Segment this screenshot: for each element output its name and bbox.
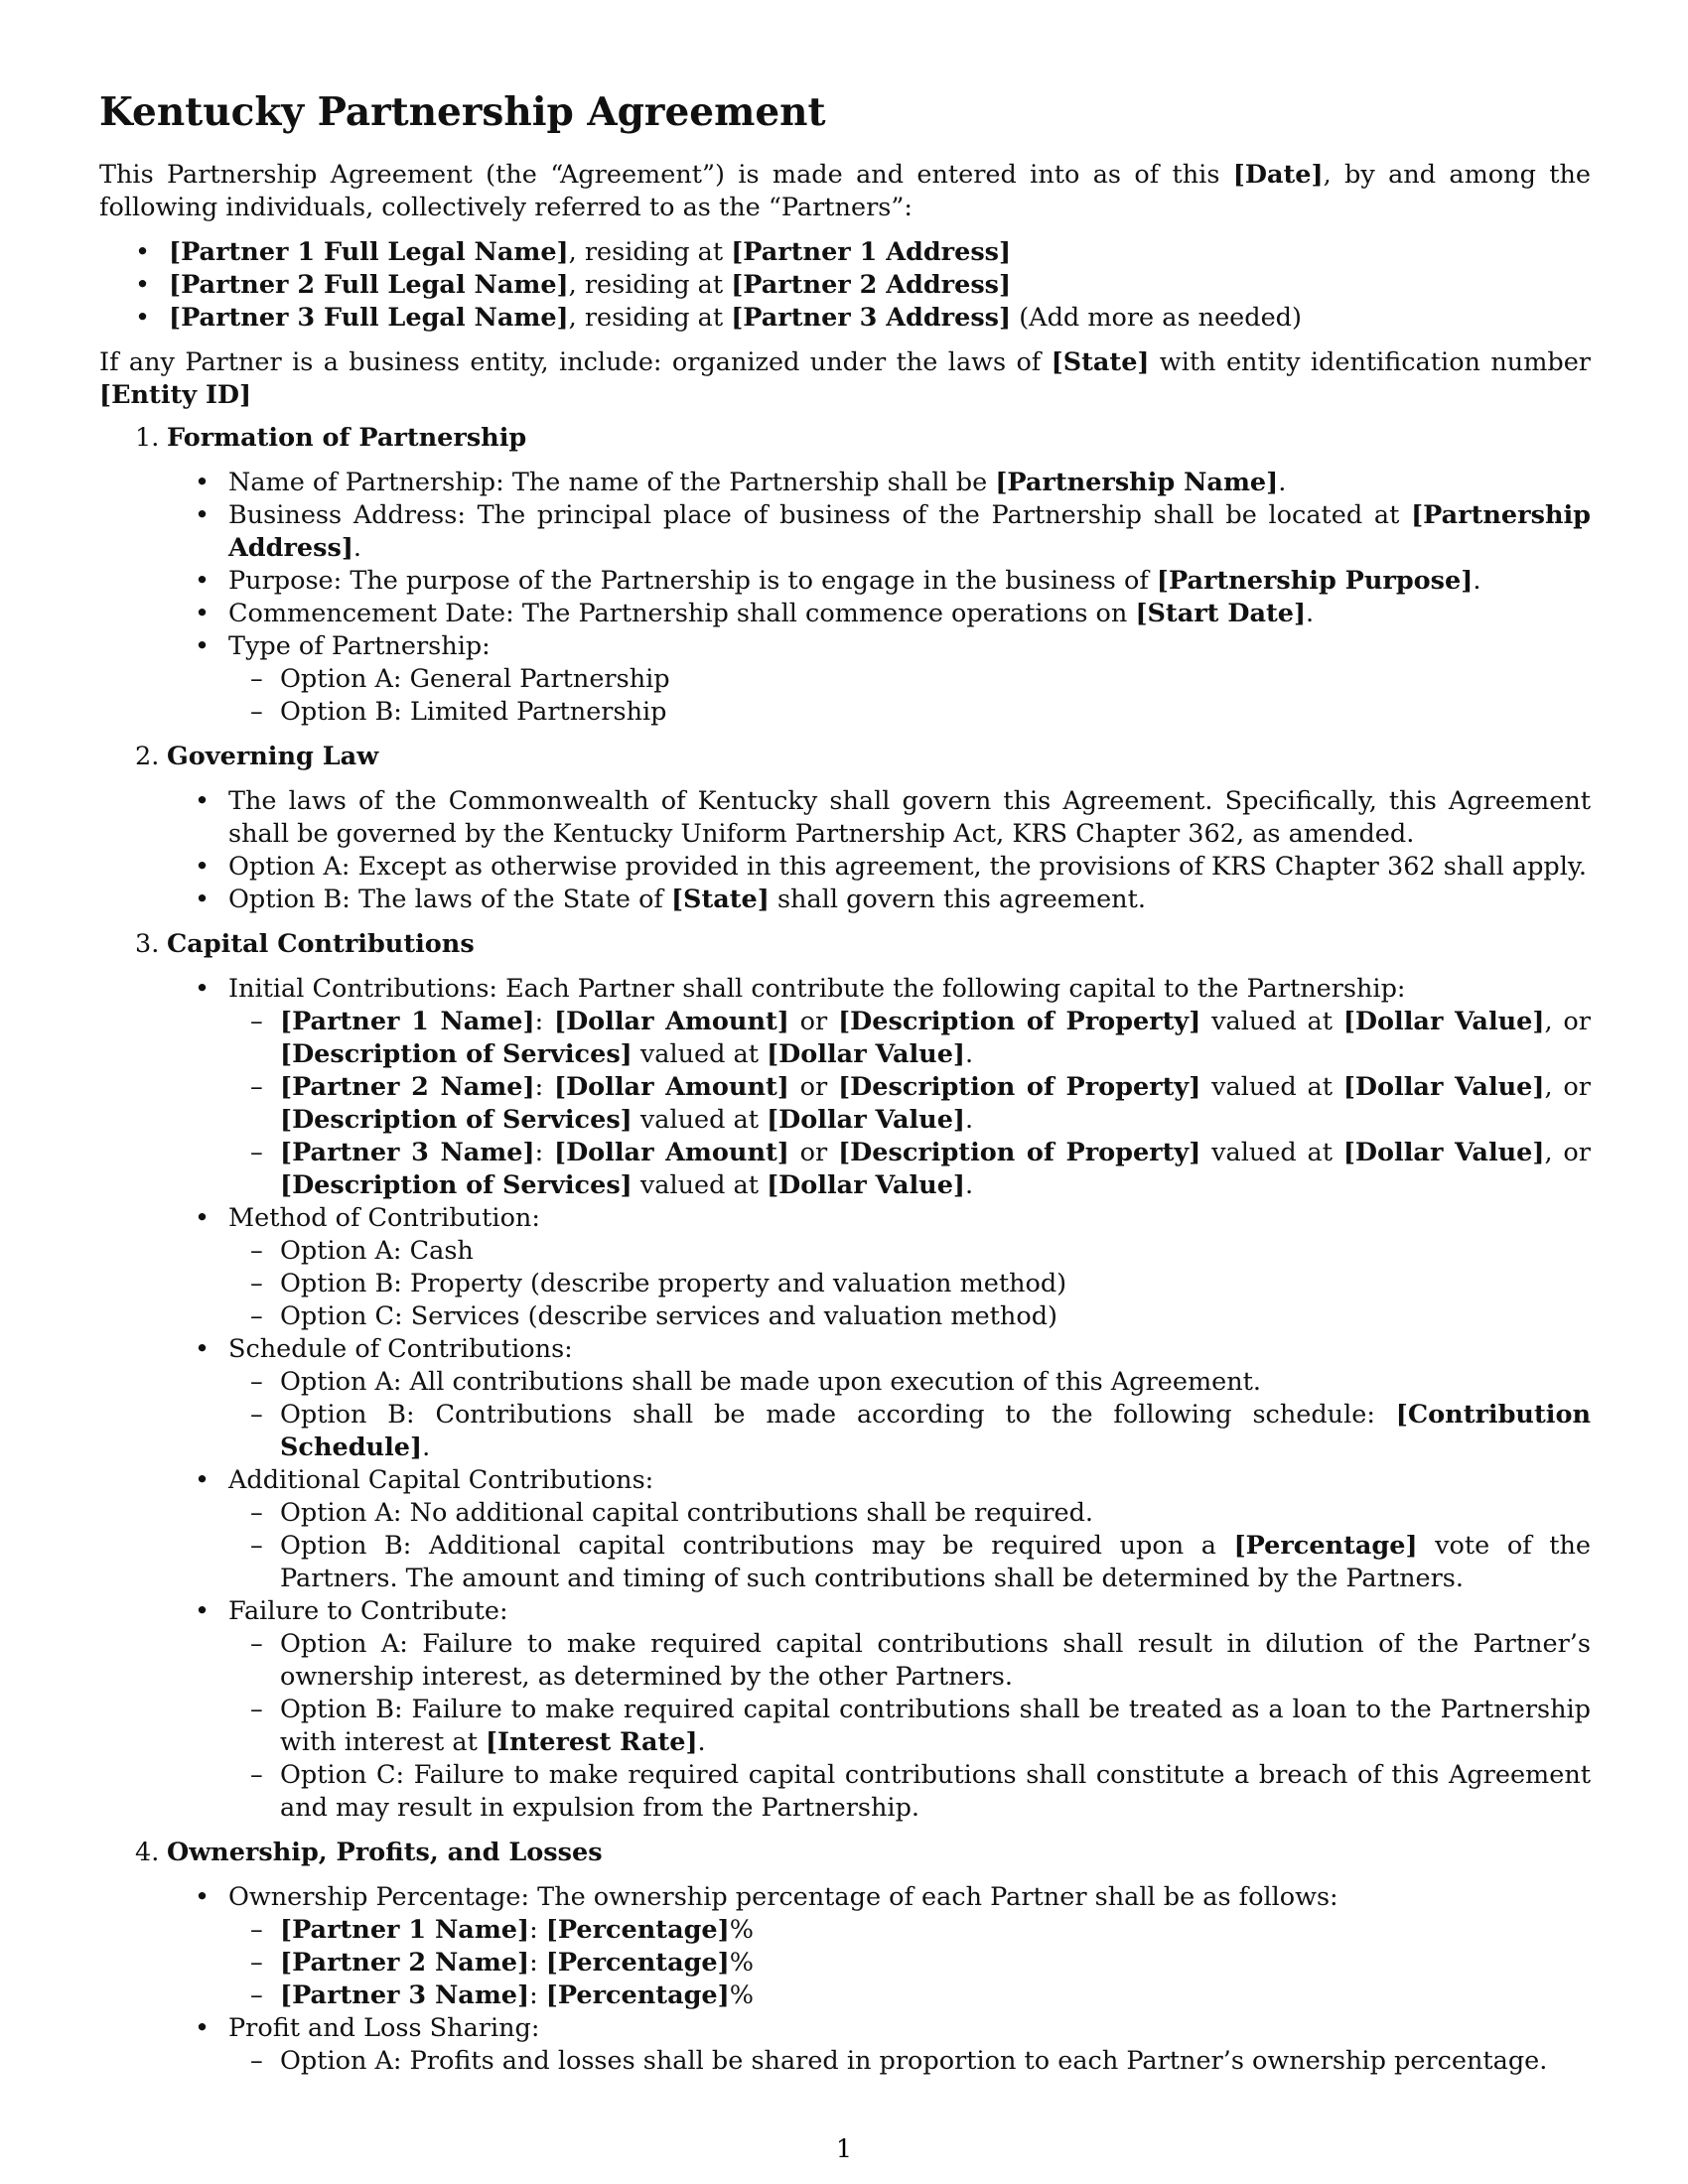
placeholder-field: [Contribution Schedule]	[280, 1400, 1591, 1462]
section-title: Ownership, Profits, and Losses	[167, 1838, 603, 1867]
text-run: Option B: Failure to make required capital contributions shall be treated as a loan to the Partnership with interest at	[280, 1695, 1591, 1757]
placeholder-field: [Partner 3 Name]	[280, 1980, 530, 2010]
text-run: Profit and Loss Sharing:	[228, 2013, 540, 2043]
placeholder-field: [Dollar Value]	[767, 1105, 965, 1135]
text-run: or	[788, 1072, 839, 1102]
clause-item	[195, 851, 1591, 884]
bullet-icon: •	[195, 2013, 211, 2043]
clause-text	[228, 1203, 540, 1233]
clause-text	[228, 631, 491, 661]
placeholder-field: [Description of Property]	[838, 1007, 1201, 1036]
bullet-icon: •	[135, 237, 151, 267]
option-list	[228, 1235, 1591, 1333]
text-run: Option A: No additional capital contributions shall be required.	[280, 1498, 1094, 1528]
text-run: Option B: Contributions shall be made according to the following schedule:	[280, 1400, 1396, 1430]
option-item	[228, 1947, 1591, 1979]
option-item	[228, 1137, 1591, 1202]
page-number: 1	[835, 2134, 853, 2164]
placeholder-field: [Entity ID]	[99, 380, 252, 410]
bullet-icon: •	[195, 1882, 211, 1912]
placeholder-field: [Dollar Amount]	[554, 1007, 789, 1036]
section-number: 1.	[135, 423, 160, 453]
placeholder-field: [Partnership Address]	[228, 500, 1591, 563]
bullet-icon: •	[195, 852, 211, 882]
text-run: valued at	[1200, 1007, 1343, 1036]
dash-icon: –	[250, 1980, 263, 2010]
text-run: , by and among the following individuals, collectively referred to as the “Partners”:	[99, 160, 1592, 222]
placeholder-field: [Description of Services]	[280, 1105, 633, 1135]
placeholder-field: [Date]	[1232, 160, 1324, 190]
text-run: Option A: Cash	[280, 1236, 474, 1266]
clause-item	[195, 1464, 1591, 1595]
dash-icon: –	[250, 1269, 263, 1298]
partner-item	[135, 302, 1591, 335]
placeholder-field: [Description of Services]	[280, 1170, 633, 1200]
text-run: with entity identification number	[1149, 347, 1591, 377]
text-run: , or	[1544, 1007, 1591, 1036]
placeholder-field: [Partner 3 Full Legal Name]	[169, 303, 569, 333]
text-run: .	[352, 533, 361, 563]
dash-icon: –	[250, 1400, 263, 1430]
clause-item	[195, 499, 1591, 565]
text-run: Option A: Except as otherwise provided in this agreement, the provisions of KRS Chapter 362 shall apply.	[228, 852, 1588, 882]
clause-item	[195, 2012, 1591, 2078]
text-run: , residing at	[568, 237, 732, 267]
placeholder-field: [Partner 2 Name]	[280, 1072, 535, 1102]
clause-list	[99, 467, 1591, 729]
dash-icon: –	[250, 1498, 263, 1528]
text-run: or	[788, 1007, 839, 1036]
text-run: This Partnership Agreement (the “Agreement”) is made and entered into as of this	[99, 160, 1233, 190]
document-page	[99, 89, 1591, 2090]
text-run: or	[788, 1138, 839, 1167]
option-list	[228, 1366, 1591, 1464]
clause-item	[195, 630, 1591, 729]
option-item	[228, 1497, 1591, 1530]
clause-item	[195, 565, 1591, 598]
section-title: Governing Law	[167, 742, 379, 771]
clause-text	[228, 500, 1591, 563]
dash-icon: –	[250, 1760, 263, 1790]
option-item	[228, 2045, 1591, 2078]
clause-item	[195, 884, 1591, 916]
bullet-icon: •	[135, 270, 151, 300]
text-run: :	[529, 1915, 546, 1945]
option-item	[228, 696, 1591, 729]
option-item	[228, 663, 1591, 696]
entity-note	[99, 346, 1591, 412]
option-list	[228, 1006, 1591, 1202]
text-run: %	[729, 1948, 754, 1978]
placeholder-field: [Percentage]	[545, 1915, 730, 1945]
placeholder-field: [Partnership Name]	[995, 468, 1279, 497]
option-item	[228, 1235, 1591, 1268]
option-item	[228, 1300, 1591, 1333]
option-item	[228, 1694, 1591, 1759]
section	[99, 928, 1591, 1825]
clause-text	[228, 1596, 508, 1626]
clause-list	[99, 973, 1591, 1825]
dash-icon: –	[250, 1948, 263, 1978]
dash-icon: –	[250, 1301, 263, 1331]
clause-item	[195, 1595, 1591, 1825]
bullet-icon: •	[195, 786, 211, 816]
placeholder-field: [Description of Property]	[838, 1072, 1201, 1102]
dash-icon: –	[250, 1915, 263, 1945]
text-run: Option B: Limited Partnership	[280, 697, 667, 727]
clause-item	[195, 467, 1591, 499]
option-item	[228, 1628, 1591, 1694]
text-run: Method of Contribution:	[228, 1203, 540, 1233]
placeholder-field: [Partner 2 Name]	[280, 1948, 530, 1978]
text-run: valued at	[1200, 1138, 1343, 1167]
text-run: , or	[1544, 1138, 1591, 1167]
clause-text	[228, 599, 1314, 628]
clause-item	[195, 785, 1591, 851]
placeholder-field: [State]	[670, 885, 770, 914]
text-run: Initial Contributions: Each Partner shall contribute the following capital to the Partnership:	[228, 974, 1406, 1004]
text-run: Ownership Percentage: The ownership percentage of each Partner shall be as follows:	[228, 1882, 1338, 1912]
placeholder-field: [Dollar Value]	[1342, 1007, 1545, 1036]
text-run: Option A: Profits and losses shall be shared in proportion to each Partner’s ownership percentage.	[280, 2046, 1548, 2076]
clause-item	[195, 598, 1591, 630]
section-heading	[99, 928, 1591, 961]
bullet-icon: •	[195, 1334, 211, 1364]
text-run: If any Partner is a business entity, include: organized under the laws of	[99, 347, 1052, 377]
partner-list	[99, 236, 1591, 335]
placeholder-field: [State]	[1051, 347, 1150, 377]
clause-item	[195, 1333, 1591, 1464]
option-item	[228, 1759, 1591, 1825]
text-run: Name of Partnership: The name of the Partnership shall be	[228, 468, 996, 497]
section-title: Capital Contributions	[167, 929, 475, 959]
clause-list	[99, 785, 1591, 916]
placeholder-field: [Dollar Value]	[767, 1170, 965, 1200]
text-run: (Add more as needed)	[1011, 303, 1302, 333]
text-run: :	[534, 1072, 554, 1102]
clause-text	[228, 468, 1286, 497]
text-run: Option A: Failure to make required capital contributions shall result in dilution of the Partner’s ownership interest, as determined by the other Partners.	[280, 1629, 1591, 1692]
text-run: .	[1306, 599, 1315, 628]
placeholder-field: [Partner 2 Full Legal Name]	[169, 270, 569, 300]
dash-icon: –	[250, 697, 263, 727]
text-run: .	[965, 1039, 974, 1069]
text-run: .	[1278, 468, 1287, 497]
intro-paragraph	[99, 159, 1591, 224]
text-run: valued at	[632, 1105, 768, 1135]
section	[99, 1837, 1591, 2078]
dash-icon: –	[250, 1007, 263, 1036]
placeholder-field: [Partner 3 Name]	[280, 1138, 535, 1167]
option-list	[228, 2045, 1591, 2078]
placeholder-field: [Partnership Purpose]	[1156, 566, 1474, 596]
clause-text	[228, 1465, 653, 1495]
placeholder-field: [Partner 1 Name]	[280, 1915, 530, 1945]
text-run: .	[422, 1433, 431, 1462]
text-run: , residing at	[568, 270, 732, 300]
clause-list	[99, 1881, 1591, 2078]
bullet-icon: •	[195, 974, 211, 1004]
text-run: Option C: Failure to make required capital contributions shall constitute a breach of this Agreement and may result in expulsion from the Partnership.	[280, 1760, 1591, 1823]
text-run: Commencement Date: The Partnership shall commence operations on	[228, 599, 1136, 628]
option-list	[228, 1914, 1591, 2012]
placeholder-field: [Description of Services]	[280, 1039, 633, 1069]
bullet-icon: •	[195, 1203, 211, 1233]
placeholder-field: [Partner 1 Address]	[731, 237, 1012, 267]
section-title: Formation of Partnership	[167, 423, 527, 453]
dash-icon: –	[250, 664, 263, 694]
section	[99, 741, 1591, 916]
section	[99, 422, 1591, 729]
clause-text	[228, 852, 1587, 882]
text-run: .	[697, 1727, 706, 1757]
document-title: Kentucky Partnership Agreement	[99, 89, 826, 135]
text-run: , residing at	[568, 303, 732, 333]
text-run: %	[729, 1980, 754, 2010]
bullet-icon: •	[195, 1596, 211, 1626]
bullet-icon: •	[195, 599, 211, 628]
text-run: The laws of the Commonwealth of Kentucky shall govern this Agreement. Specifically, this Agreement shall be governed by the Kentucky Uniform Partnership Act, KRS Chapter 362, as amended.	[228, 786, 1591, 849]
text-run: :	[529, 1948, 546, 1978]
section-number: 3.	[135, 929, 160, 959]
section-number: 4.	[135, 1838, 160, 1867]
clause-text	[228, 974, 1406, 1004]
placeholder-field: [Partner 1 Name]	[280, 1007, 535, 1036]
bullet-icon: •	[195, 468, 211, 497]
bullet-icon: •	[195, 885, 211, 914]
text-run: :	[534, 1007, 554, 1036]
dash-icon: –	[250, 1072, 263, 1102]
text-run: valued at	[1200, 1072, 1343, 1102]
clause-item	[195, 1881, 1591, 2012]
bullet-icon: •	[195, 566, 211, 596]
option-list	[228, 1497, 1591, 1595]
clause-item	[195, 973, 1591, 1202]
bullet-icon: •	[135, 303, 151, 333]
text-run: %	[729, 1915, 754, 1945]
placeholder-field: [Dollar Amount]	[554, 1072, 789, 1102]
section-heading	[99, 741, 1591, 773]
placeholder-field: [Partner 3 Address]	[731, 303, 1012, 333]
bullet-icon: •	[195, 1465, 211, 1495]
text-run: Schedule of Contributions:	[228, 1334, 573, 1364]
bullet-icon: •	[195, 500, 211, 530]
option-item	[228, 1979, 1591, 2012]
option-list	[228, 663, 1591, 729]
text-run: Failure to Contribute:	[228, 1596, 508, 1626]
text-run: :	[529, 1980, 546, 2010]
partner-item	[135, 236, 1591, 269]
clause-text	[228, 786, 1591, 849]
placeholder-field: [Dollar Value]	[767, 1039, 965, 1069]
placeholder-field: [Start Date]	[1135, 599, 1307, 628]
text-run: Option C: Services (describe services and valuation method)	[280, 1301, 1057, 1331]
option-item	[228, 1071, 1591, 1137]
option-item	[228, 1366, 1591, 1399]
text-run: vote of the Partners. The amount and timing of such contributions shall be determined by the Partners.	[280, 1531, 1592, 1593]
text-run: shall govern this agreement.	[769, 885, 1146, 914]
clause-text	[228, 885, 1146, 914]
text-run: valued at	[632, 1170, 768, 1200]
text-run: valued at	[632, 1039, 768, 1069]
text-run: Option A: All contributions shall be made upon execution of this Agreement.	[280, 1367, 1262, 1397]
option-item	[228, 1399, 1591, 1464]
dash-icon: –	[250, 1629, 263, 1659]
option-item	[228, 1268, 1591, 1300]
text-run: .	[965, 1105, 974, 1135]
dash-icon: –	[250, 2046, 263, 2076]
dash-icon: –	[250, 1138, 263, 1167]
placeholder-field: [Percentage]	[545, 1980, 730, 2010]
option-item	[228, 1530, 1591, 1595]
bullet-icon: •	[195, 631, 211, 661]
dash-icon: –	[250, 1695, 263, 1724]
text-run: Additional Capital Contributions:	[228, 1465, 654, 1495]
text-run: :	[534, 1138, 554, 1167]
text-run: Type of Partnership:	[228, 631, 491, 661]
placeholder-field: [Dollar Value]	[1342, 1138, 1545, 1167]
option-item	[228, 1006, 1591, 1071]
partner-item	[135, 269, 1591, 302]
text-run: Business Address: The principal place of business of the Partnership shall be located at	[228, 500, 1412, 530]
text-run: Option A: General Partnership	[280, 664, 670, 694]
text-run: Option B: The laws of the State of	[228, 885, 671, 914]
placeholder-field: [Percentage]	[545, 1948, 730, 1978]
placeholder-field: [Description of Property]	[838, 1138, 1201, 1167]
placeholder-field: [Percentage]	[1233, 1531, 1418, 1561]
clause-text	[228, 1334, 573, 1364]
sections-container	[99, 422, 1591, 2078]
clause-item	[195, 1202, 1591, 1333]
text-run: .	[1473, 566, 1481, 596]
placeholder-field: [Dollar Amount]	[554, 1138, 789, 1167]
text-run: Purpose: The purpose of the Partnership is to engage in the business of	[228, 566, 1157, 596]
placeholder-field: [Partner 2 Address]	[731, 270, 1012, 300]
section-number: 2.	[135, 742, 160, 771]
option-item	[228, 1914, 1591, 1947]
text-run: Option B: Additional capital contributions may be required upon a	[280, 1531, 1234, 1561]
text-run: , or	[1544, 1072, 1591, 1102]
dash-icon: –	[250, 1236, 263, 1266]
dash-icon: –	[250, 1367, 263, 1397]
clause-text	[228, 2013, 539, 2043]
option-list	[228, 1628, 1591, 1825]
text-run: .	[965, 1170, 974, 1200]
placeholder-field: [Interest Rate]	[485, 1727, 698, 1757]
clause-text	[228, 566, 1480, 596]
dash-icon: –	[250, 1531, 263, 1561]
clause-text	[228, 1882, 1338, 1912]
placeholder-field: [Dollar Value]	[1342, 1072, 1545, 1102]
section-heading	[99, 1837, 1591, 1869]
section-heading	[99, 422, 1591, 455]
text-run: Option B: Property (describe property and valuation method)	[280, 1269, 1067, 1298]
placeholder-field: [Partner 1 Full Legal Name]	[169, 237, 569, 267]
